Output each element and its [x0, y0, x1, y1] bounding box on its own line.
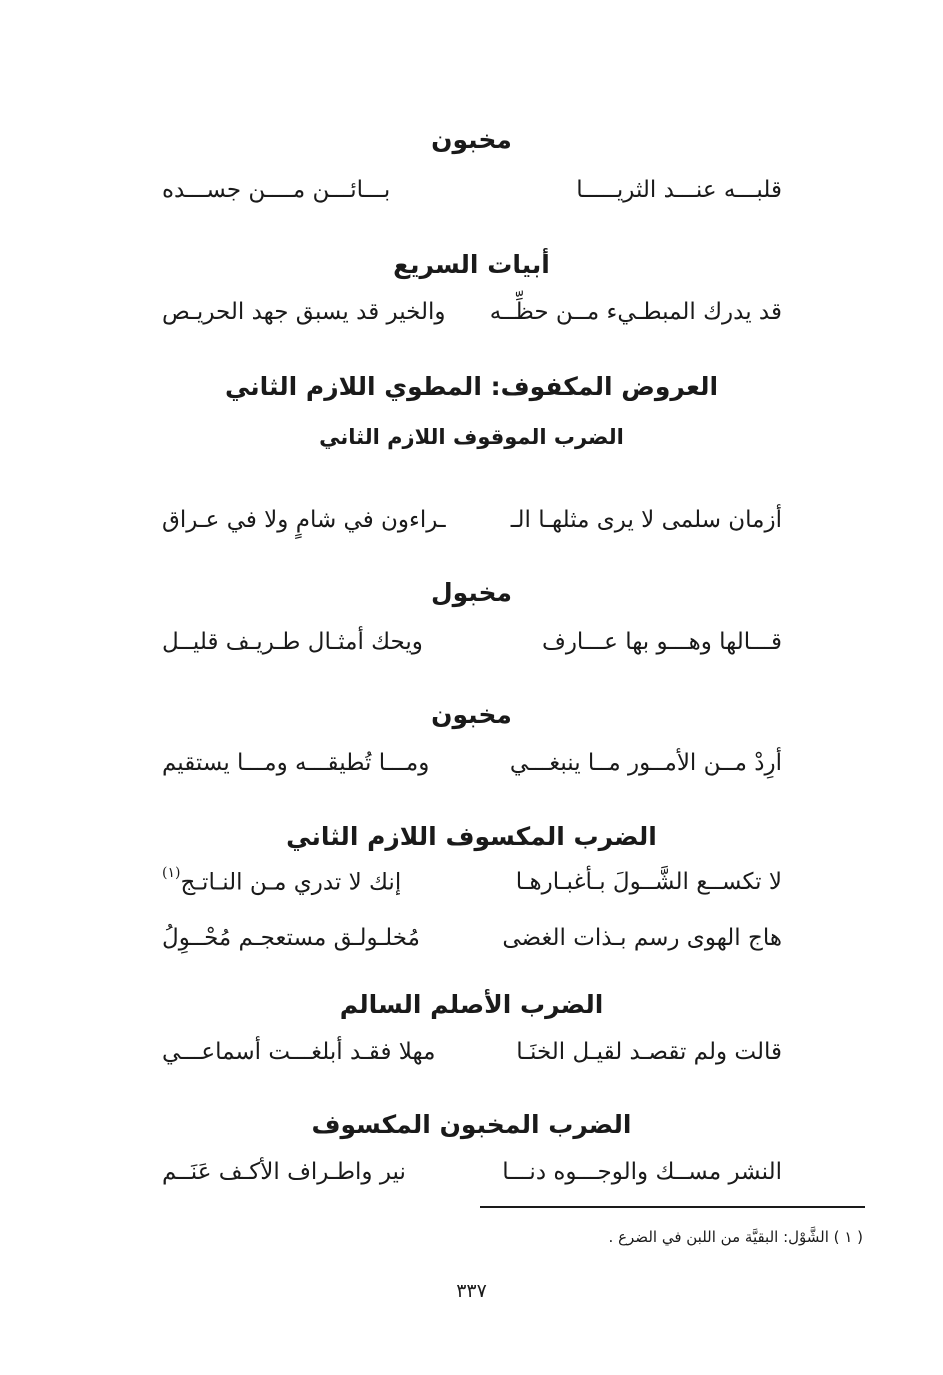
verse-mawquf: [162, 500, 782, 540]
footnote-marker: (١): [162, 864, 181, 881]
verse-second-hemistich: [162, 864, 467, 896]
verse-makhbun-maksuf: [162, 1152, 782, 1192]
heading-darb-aslam: الضرب الأصلم السالم: [339, 990, 604, 1019]
verse-makhbun-2: [162, 743, 782, 783]
footnote-separator: [480, 1206, 865, 1208]
verse-second-hemistich: مهلا فقـد أبلغـــت أسماعـــي: [162, 1039, 436, 1065]
verse-maksuf-1: [162, 862, 782, 902]
verse-second-hemistich: ومـــا تُطيقـــه ومـــا يستقيم: [162, 750, 430, 776]
verse-first-hemistich: النشر مســك والوجـــوه دنـــا: [502, 1159, 782, 1185]
heading-arud-makfuf: العروض المكفوف: المطوي اللازم الثاني: [224, 372, 719, 401]
verse-maksuf-2: [162, 918, 782, 958]
verse-second-hemistich: نير واطـراف الأكـف عَنَــم: [162, 1159, 406, 1185]
verse-second-hemistich: ويحك أمثـال طـريـف قليــل: [162, 629, 423, 655]
footnote: ( ١ ) الشَّوْل: البقيَّة من اللبن في الضرع .: [608, 1228, 863, 1246]
verse-first-hemistich: قد يدرك المبطـيء مــن حظِّــه: [489, 299, 782, 325]
verse-makhbun-1: [162, 170, 782, 210]
verse-second-hemistich: بـــائـــن مــــن جســـده: [162, 177, 391, 203]
verse-first-hemistich: لا تكســع الشَّــولَ بـأغبـارهـا: [515, 869, 782, 895]
verse-first-hemistich: أرِدْ مــن الأمــور مــا ينبغـــي: [509, 750, 782, 776]
verse-aslam: [162, 1032, 782, 1072]
verse-first-hemistich: هاج الهوى رسم بـذات الغضى: [502, 925, 782, 951]
page-number: ٣٣٧: [456, 1280, 487, 1302]
heading-darb-makhbun-maksuf: الضرب المخبون المكسوف: [311, 1110, 632, 1139]
verse-first-hemistich: أزمان سلمى لا يرى مثلهـا الـ: [510, 507, 782, 533]
verse-first-hemistich: قـــالها وهـــو بها عـــارف: [541, 629, 782, 655]
heading-makhbun-2: مخبون: [431, 700, 512, 729]
verse-first-hemistich: قلبـــه عنـــد الثريـــــا: [576, 177, 782, 203]
verse-second-hemistich: والخير قد يسبق جهد الحريـص: [162, 299, 446, 325]
heading-makhbun-1: مخبون: [431, 125, 512, 154]
subheading-darb-mawquf: الضرب الموقوف اللازم الثاني: [319, 425, 624, 449]
hemistich-text: إنك لا تدري مـن النـاتـج: [180, 869, 402, 896]
heading-darb-maksuf: الضرب المكسوف اللازم الثاني: [286, 822, 657, 851]
verse-second-hemistich: مُخلـولـق مستعجـم مُحْــوِلُ: [162, 925, 420, 951]
verse-second-hemistich: ـراءون في شامٍ ولا في عـراق: [162, 507, 446, 533]
heading-makhbul: مخبول: [430, 578, 513, 607]
heading-sari-verses: أبيات السريع: [393, 250, 550, 279]
verse-first-hemistich: قالت ولم تقصـد لقيـل الخنَـا: [516, 1039, 782, 1065]
verse-makhbul: [162, 622, 782, 662]
verse-sari: [162, 292, 782, 332]
